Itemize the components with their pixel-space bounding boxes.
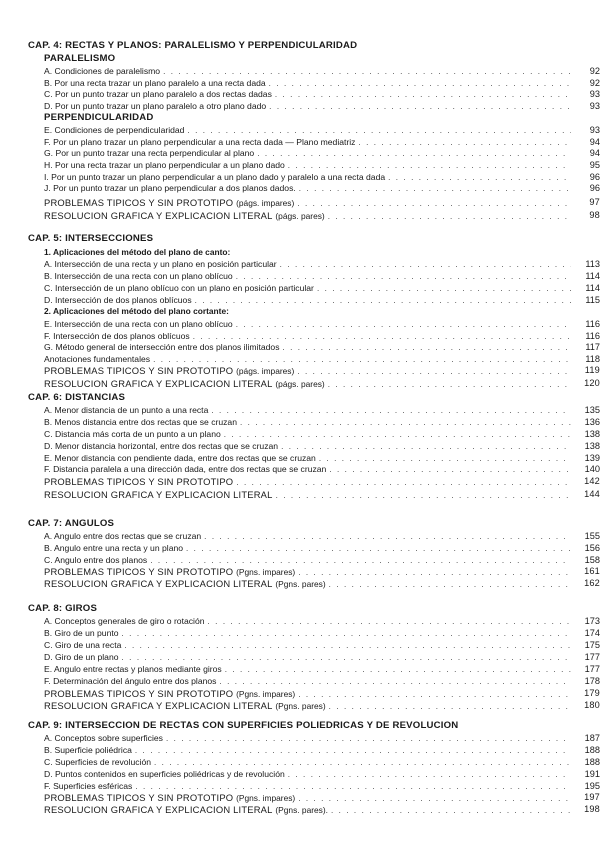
toc-entry-page: 173 bbox=[584, 616, 600, 626]
toc-entry[interactable] bbox=[44, 745, 600, 757]
toc-entry-page: 178 bbox=[584, 676, 600, 686]
toc-entry-label: RESOLUCION GRAFICA Y EXPLICACION LITERAL bbox=[44, 804, 273, 815]
toc-entry[interactable] bbox=[44, 616, 600, 628]
toc-entry-note: (Pgns. pares) bbox=[275, 579, 326, 589]
toc-entry-label: RESOLUCION GRAFICA Y EXPLICACION LITERAL bbox=[44, 378, 273, 389]
toc-entry-label: C. Por un punto trazar un plano paralelo a dos rectas dadas bbox=[44, 89, 272, 99]
leader-dots bbox=[288, 770, 571, 779]
toc-entry-page: 118 bbox=[585, 354, 600, 364]
toc-entry[interactable] bbox=[44, 125, 600, 137]
leader-dots bbox=[281, 442, 571, 451]
toc-entry-page: 179 bbox=[584, 688, 600, 698]
leader-dots bbox=[388, 173, 571, 182]
toc-entry-page: 144 bbox=[584, 489, 600, 499]
leader-dots bbox=[317, 284, 571, 293]
toc-entry-problems[interactable] bbox=[44, 792, 600, 804]
toc-entry-page: 198 bbox=[584, 804, 600, 814]
leader-dots bbox=[135, 782, 571, 791]
leader-dots bbox=[195, 296, 571, 305]
leader-dots bbox=[358, 138, 571, 147]
toc-entry-page: 162 bbox=[584, 578, 600, 588]
toc-entry[interactable] bbox=[44, 664, 600, 676]
toc-entry-note: (págs. impares) bbox=[236, 198, 295, 208]
toc-entry-page: 175 bbox=[584, 640, 600, 650]
toc-entry-label: Anotaciones fundamentales bbox=[44, 354, 151, 364]
toc-entry-page: 177 bbox=[584, 652, 600, 662]
toc-entry-label: F. Determinación del ángulo entre dos planos bbox=[44, 676, 217, 686]
toc-entry-label: E. Intersección de una recta con un plano oblícuo bbox=[44, 319, 233, 329]
toc-entry[interactable] bbox=[44, 628, 600, 640]
toc-entry-label: PROBLEMAS TIPICOS Y SIN PROTOTIPO bbox=[44, 566, 234, 577]
toc-entry[interactable] bbox=[44, 429, 600, 441]
toc-entry-page: 136 bbox=[584, 417, 600, 427]
leader-dots bbox=[150, 556, 571, 565]
chapter-6-title: CAP. 6: DISTANCIAS bbox=[28, 392, 126, 403]
toc-entry-label: RESOLUCION GRAFICA Y EXPLICACION LITERAL bbox=[44, 210, 273, 221]
chapter-8-title: CAP. 8: GIROS bbox=[28, 603, 98, 614]
toc-entry-label: B. Angulo entre una recta y un plano bbox=[44, 543, 184, 553]
toc-entry-page: 114 bbox=[585, 271, 600, 281]
toc-entry-page: 117 bbox=[585, 342, 600, 352]
toc-entry-page: 115 bbox=[585, 295, 600, 305]
toc-entry-label: RESOLUCION GRAFICA Y EXPLICACION LITERAL bbox=[44, 700, 273, 711]
toc-entry-label: F. Superficies esféricas bbox=[44, 781, 133, 791]
toc-entry-label: A. Menor distancia de un punto a una recta bbox=[44, 405, 209, 415]
leader-dots bbox=[283, 343, 571, 352]
toc-entry[interactable] bbox=[44, 66, 600, 78]
leader-dots bbox=[211, 406, 571, 415]
leader-dots bbox=[163, 67, 571, 76]
toc-entry-page: 158 bbox=[584, 555, 600, 565]
toc-entry-note: (Pgns. pares) bbox=[275, 701, 326, 711]
chapter-5-title: CAP. 5: INTERSECCIONES bbox=[28, 233, 154, 244]
toc-entry-page: 113 bbox=[585, 259, 600, 269]
chapter-4-subheading-paralelismo: PARALELISMO bbox=[44, 53, 116, 64]
leader-dots bbox=[187, 126, 571, 135]
toc-entry-graphic[interactable] bbox=[44, 578, 600, 590]
toc-entry-page: 93 bbox=[589, 125, 600, 135]
toc-entry-note: (Pgns. pares). bbox=[275, 805, 328, 815]
toc-entry-page: 93 bbox=[589, 89, 600, 99]
toc-entry-graphic[interactable] bbox=[44, 804, 600, 816]
toc-entry-label: B. Menos distancia entre dos rectas que se cruzan bbox=[44, 417, 237, 427]
leader-dots bbox=[297, 367, 571, 376]
toc-entry-label: RESOLUCION GRAFICA Y EXPLICACION LITERAL bbox=[44, 578, 273, 589]
toc-entry-label: C. Giro de una recta bbox=[44, 640, 122, 650]
toc-entry-label: E. Angulo entre rectas y planos mediante giros bbox=[44, 664, 222, 674]
toc-entry-label: D. Intersección de dos planos oblícuos bbox=[44, 295, 192, 305]
toc-entry[interactable] bbox=[44, 160, 600, 172]
leader-dots bbox=[269, 102, 571, 111]
toc-entry-label: A. Conceptos sobre superficies bbox=[44, 733, 163, 743]
toc-entry-page: 188 bbox=[584, 757, 600, 767]
toc-entry-page: 197 bbox=[584, 792, 600, 802]
toc-entry-label: F. Por un plano trazar un plano perpendicular a una recta dada — Plano mediatriz bbox=[44, 137, 356, 147]
toc-entry-page: 138 bbox=[584, 429, 600, 439]
toc-entry-label: B. Por una recta trazar un plano paralelo a una recta dada bbox=[44, 78, 266, 88]
leader-dots bbox=[280, 260, 571, 269]
toc-entry-note: (Pgns. impares) bbox=[236, 793, 296, 803]
toc-entry-page: 174 bbox=[584, 628, 600, 638]
leader-dots bbox=[236, 320, 571, 329]
toc-entry-graphic[interactable] bbox=[44, 378, 600, 390]
leader-dots bbox=[288, 161, 571, 170]
toc-entry[interactable] bbox=[44, 342, 600, 354]
chapter-4-subheading-perpendicularidad: PERPENDICULARIDAD bbox=[44, 112, 154, 123]
leader-dots bbox=[219, 677, 571, 686]
leader-dots bbox=[297, 199, 571, 208]
leader-dots bbox=[328, 380, 571, 389]
toc-entry-page: 188 bbox=[584, 745, 600, 755]
toc-entry-label: RESOLUCION GRAFICA Y EXPLICACION LITERAL bbox=[44, 489, 273, 500]
toc-entry-page: 98 bbox=[589, 210, 600, 220]
toc-entry[interactable] bbox=[44, 259, 600, 271]
chapter-7-title: CAP. 7: ANGULOS bbox=[28, 518, 115, 529]
leader-dots bbox=[328, 212, 571, 221]
toc-entry-page: 187 bbox=[584, 733, 600, 743]
toc-entry-page: 119 bbox=[584, 365, 600, 375]
toc-entry-problems[interactable] bbox=[44, 197, 600, 209]
toc-entry-page: 96 bbox=[589, 172, 600, 182]
leader-dots bbox=[298, 568, 571, 577]
leader-dots bbox=[329, 465, 571, 474]
toc-entry-page: 116 bbox=[585, 319, 600, 329]
toc-entry-label: I. Por un punto trazar un plano perpendicular a un plano dado y paralelo a una recta dada bbox=[44, 172, 386, 182]
leader-dots bbox=[298, 690, 571, 699]
leader-dots bbox=[122, 653, 571, 662]
leader-dots bbox=[240, 418, 571, 427]
toc-entry-note: (Pgns. impares) bbox=[236, 689, 296, 699]
leader-dots bbox=[193, 332, 571, 341]
chapter-5-subheading-1: 1. Aplicaciones del método del plano de canto: bbox=[44, 247, 231, 257]
leader-dots bbox=[208, 617, 571, 626]
toc-entry[interactable] bbox=[44, 283, 600, 295]
leader-dots bbox=[257, 149, 571, 158]
toc-entry-label: PROBLEMAS TIPICOS Y SIN PROTOTIPO bbox=[44, 365, 234, 376]
leader-dots bbox=[186, 544, 571, 553]
toc-entry-page: 180 bbox=[584, 700, 600, 710]
toc-entry[interactable] bbox=[44, 640, 600, 652]
toc-entry[interactable] bbox=[44, 417, 600, 429]
toc-entry-note: (págs. pares) bbox=[275, 379, 325, 389]
leader-dots bbox=[166, 734, 571, 743]
toc-entry-label: A. Angulo entre dos rectas que se cruzan bbox=[44, 531, 202, 541]
toc-entry[interactable] bbox=[44, 652, 600, 664]
toc-entry-problems[interactable] bbox=[44, 566, 600, 578]
toc-entry-page: 116 bbox=[585, 331, 600, 341]
toc-entry-page: 155 bbox=[584, 531, 600, 541]
toc-entry[interactable] bbox=[44, 464, 600, 476]
toc-entry-label: C. Superficies de revolución bbox=[44, 757, 151, 767]
leader-dots bbox=[236, 478, 571, 487]
toc-entry-page: 142 bbox=[584, 476, 600, 486]
leader-dots bbox=[236, 272, 571, 281]
toc-entry-page: 191 bbox=[584, 769, 600, 779]
toc-entry[interactable] bbox=[44, 769, 600, 781]
toc-entry-page: 161 bbox=[584, 566, 600, 576]
toc-entry-label: D. Puntos contenidos en superficies poliédricas y de revolución bbox=[44, 769, 285, 779]
toc-entry-page: 114 bbox=[585, 283, 600, 293]
leader-dots bbox=[329, 580, 571, 589]
leader-dots bbox=[319, 454, 571, 463]
leader-dots bbox=[329, 702, 571, 711]
chapter-4-title: CAP. 4: RECTAS Y PLANOS: PARALELISMO Y PERPENDICULARIDAD bbox=[28, 40, 358, 51]
leader-dots bbox=[122, 629, 571, 638]
toc-entry-page: 120 bbox=[584, 378, 600, 388]
toc-entry-page: 140 bbox=[584, 464, 600, 474]
toc-entry-graphic[interactable] bbox=[44, 210, 600, 222]
toc-entry-note: (Pgns. impares) bbox=[236, 567, 296, 577]
toc-entry-page: 95 bbox=[589, 160, 600, 170]
toc-entry-page: 138 bbox=[584, 441, 600, 451]
toc-entry[interactable] bbox=[44, 441, 600, 453]
toc-entry-label: B. Superficie poliédrica bbox=[44, 745, 132, 755]
toc-entry[interactable] bbox=[44, 271, 600, 283]
toc-entry-label: C. Distancia más corta de un punto a un plano bbox=[44, 429, 221, 439]
toc-entry-label: PROBLEMAS TIPICOS Y SIN PROTOTIPO bbox=[44, 792, 234, 803]
leader-dots bbox=[224, 430, 571, 439]
toc-entry-problems[interactable] bbox=[44, 688, 600, 700]
toc-entry-label: G. Método general de intersección entre dos planos ilimitados bbox=[44, 342, 280, 352]
toc-entry[interactable] bbox=[44, 183, 600, 195]
toc-entry-label: E. Condiciones de perpendicularidad bbox=[44, 125, 185, 135]
toc-entry[interactable] bbox=[44, 676, 600, 688]
toc-entry[interactable] bbox=[44, 405, 600, 417]
toc-entry-note: (págs. pares) bbox=[275, 211, 325, 221]
leader-dots bbox=[299, 184, 571, 193]
toc-entry-label: B. Giro de un punto bbox=[44, 628, 119, 638]
toc-entry-page: 177 bbox=[584, 664, 600, 674]
toc-entry-problems[interactable] bbox=[44, 365, 600, 377]
toc-entry-label: PROBLEMAS TIPICOS Y SIN PROTOTIPO bbox=[44, 197, 234, 208]
toc-entry-label: H. Por una recta trazar un plano perpendicular a un plano dado bbox=[44, 160, 285, 170]
toc-entry-label: A. Intersección de una recta y un plano en posición particular bbox=[44, 259, 277, 269]
toc-entry[interactable] bbox=[44, 531, 600, 543]
leader-dots bbox=[154, 758, 571, 767]
toc-entry-label: C. Angulo entre dos planos bbox=[44, 555, 148, 565]
toc-entry-page: 92 bbox=[589, 78, 600, 88]
leader-dots bbox=[204, 532, 571, 541]
toc-entry-label: A. Condiciones de paralelismo bbox=[44, 66, 161, 76]
leader-dots bbox=[331, 806, 571, 815]
toc-entry-page: 156 bbox=[584, 543, 600, 553]
toc-entry-label: C. Intersección de un plano oblícuo con un plano en posición particular bbox=[44, 283, 314, 293]
toc-entry-page: 94 bbox=[589, 148, 600, 158]
toc-entry-label: A. Conceptos generales de giro o rotación bbox=[44, 616, 205, 626]
toc-entry-label: J. Por un punto trazar un plano perpendicular a dos planos dados. bbox=[44, 183, 296, 193]
toc-entry-page: 135 bbox=[584, 405, 600, 415]
leader-dots bbox=[124, 641, 571, 650]
leader-dots bbox=[298, 794, 571, 803]
toc-entry-label: PROBLEMAS TIPICOS Y SIN PROTOTIPO bbox=[44, 476, 234, 487]
toc-entry-label: E. Menor distancia con pendiente dada, entre dos rectas que se cruzan bbox=[44, 453, 316, 463]
toc-entry-page: 94 bbox=[589, 137, 600, 147]
leader-dots bbox=[276, 491, 571, 500]
toc-entry-page: 96 bbox=[589, 183, 600, 193]
toc-entry-label: F. Distancia paralela a una dirección dada, entre dos rectas que se cruzan bbox=[44, 464, 327, 474]
toc-entry-label: G. Por un punto trazar una recta perpendicular al plano bbox=[44, 148, 255, 158]
toc-entry-graphic[interactable] bbox=[44, 489, 600, 501]
toc-entry-note: (págs. impares) bbox=[236, 366, 295, 376]
toc-entry-label: F. Intersección de dos planos oblícuos bbox=[44, 331, 190, 341]
chapter-5-subheading-2: 2. Aplicaciones del método del plano cortante: bbox=[44, 306, 229, 316]
toc-entry-page: 195 bbox=[584, 781, 600, 791]
leader-dots bbox=[269, 79, 571, 88]
toc-entry[interactable] bbox=[44, 757, 600, 769]
toc-entry-label: B. Intersección de una recta con un plano oblícuo bbox=[44, 271, 233, 281]
toc-entry-problems[interactable] bbox=[44, 476, 600, 488]
toc-entry-label: PROBLEMAS TIPICOS Y SIN PROTOTIPO bbox=[44, 688, 234, 699]
chapter-9-title: CAP. 9: INTERSECCION DE RECTAS CON SUPERFICIES POLIEDRICAS Y DE REVOLUCION bbox=[28, 720, 459, 731]
toc-entry[interactable] bbox=[44, 319, 600, 331]
toc-entry[interactable] bbox=[44, 543, 600, 555]
toc-entry-graphic[interactable] bbox=[44, 700, 600, 712]
toc-entry-page: 97 bbox=[589, 197, 600, 207]
leader-dots bbox=[153, 355, 571, 364]
toc-entry[interactable] bbox=[44, 733, 600, 745]
toc-entry-page: 93 bbox=[589, 101, 600, 111]
leader-dots bbox=[135, 746, 571, 755]
toc-entry-label: D. Por un punto trazar un plano paralelo a otro plano dado bbox=[44, 101, 267, 111]
toc-entry-label: D. Giro de un plano bbox=[44, 652, 119, 662]
leader-dots bbox=[225, 665, 571, 674]
toc-entry-page: 139 bbox=[584, 453, 600, 463]
toc-entry-page: 92 bbox=[589, 66, 600, 76]
toc-entry[interactable] bbox=[44, 148, 600, 160]
leader-dots bbox=[275, 90, 571, 99]
toc-entry-label: D. Menor distancia horizontal, entre dos rectas que se cruzan bbox=[44, 441, 279, 451]
toc-entry[interactable] bbox=[44, 89, 600, 101]
